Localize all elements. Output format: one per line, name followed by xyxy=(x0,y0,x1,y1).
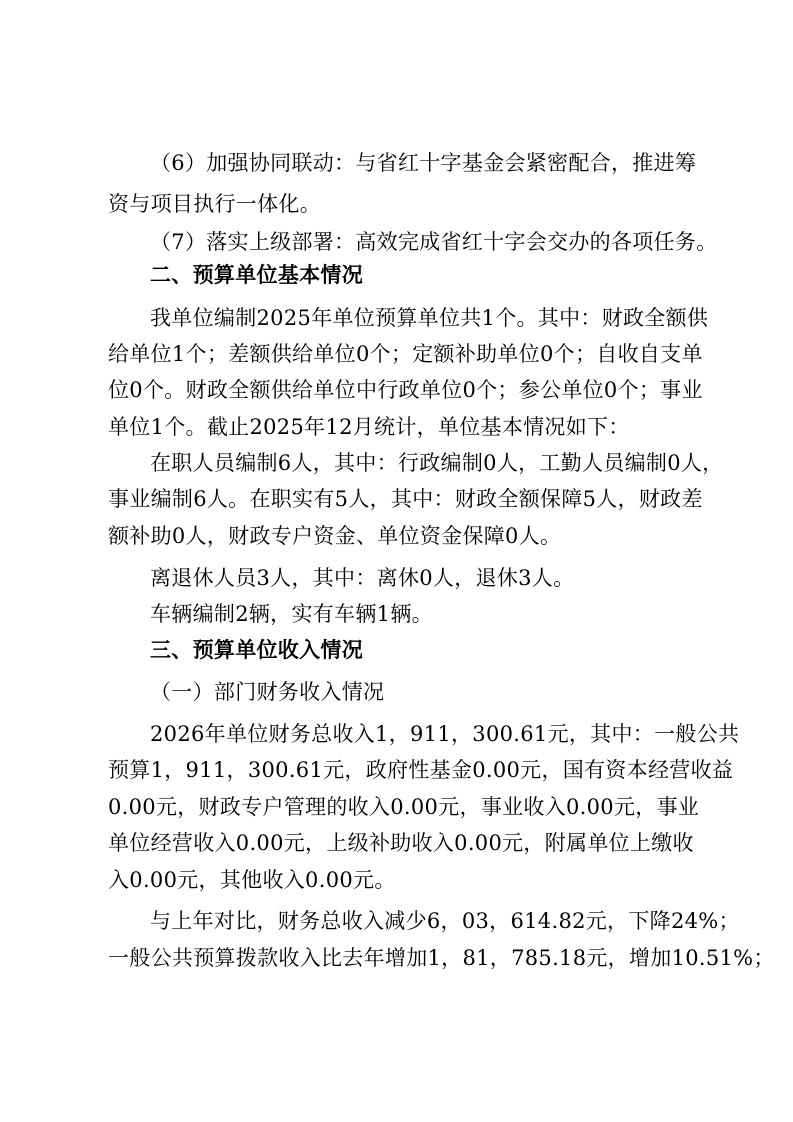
paragraph-line: 与上年对比，财务总收入减少6，03，614.82元，下降24%； xyxy=(150,909,740,933)
section-heading: 三、预算单位收入情况 xyxy=(150,638,363,662)
paragraph-line: 位0个。财政全额供给单位中行政单位0个；参公单位0个；事业 xyxy=(108,378,703,402)
paragraph-line: 给单位1个；差额供给单位0个；定额补助单位0个；自收自支单 xyxy=(108,342,703,366)
paragraph-line: 资与项目执行一体化。 xyxy=(108,192,321,216)
section-heading: 二、预算单位基本情况 xyxy=(150,263,363,287)
paragraph-line: 我单位编制2025年单位预算单位共1个。其中：财政全额供 xyxy=(150,306,709,330)
paragraph-line: （6）加强协同联动：与省红十字基金会紧密配合，推进筹 xyxy=(150,151,697,175)
paragraph-line: 预算1，911，300.61元，政府性基金0.00元，国有资本经营收益 xyxy=(108,758,734,782)
paragraph-line: 单位1个。截止2025年12月统计，单位基本情况如下： xyxy=(108,415,630,439)
paragraph-line: 2026年单位财务总收入1，911，300.61元，其中：一般公共 xyxy=(150,722,740,746)
paragraph-line: 额补助0人，财政专户资金、单位资金保障0人。 xyxy=(108,524,562,548)
paragraph-line: 车辆编制2辆，实有车辆1辆。 xyxy=(150,602,433,626)
paragraph-line: 入0.00元，其他收入0.00元。 xyxy=(108,868,396,892)
paragraph-line: 离退休人员3人，其中：离休0人，退休3人。 xyxy=(150,566,575,590)
paragraph-line: 单位经营收入0.00元，上级补助收入0.00元，附属单位上缴收 xyxy=(108,831,694,855)
paragraph-line: 0.00元，财政专户管理的收入0.00元，事业收入0.00元，事业 xyxy=(108,795,700,819)
subsection-heading: （一）部门财务收入情况 xyxy=(150,680,385,704)
paragraph-line: 一般公共预算拨款收入比去年增加1，81，785.18元，增加10.51%； xyxy=(108,946,775,970)
paragraph-line: 在职人员编制6人，其中：行政编制0人，工勤人员编制0人， xyxy=(150,451,724,475)
paragraph-line: （7）落实上级部署：高效完成省红十字会交办的各项任务。 xyxy=(150,230,718,254)
paragraph-line: 事业编制6人。在职实有5人，其中：财政全额保障5人，财政差 xyxy=(108,487,703,511)
